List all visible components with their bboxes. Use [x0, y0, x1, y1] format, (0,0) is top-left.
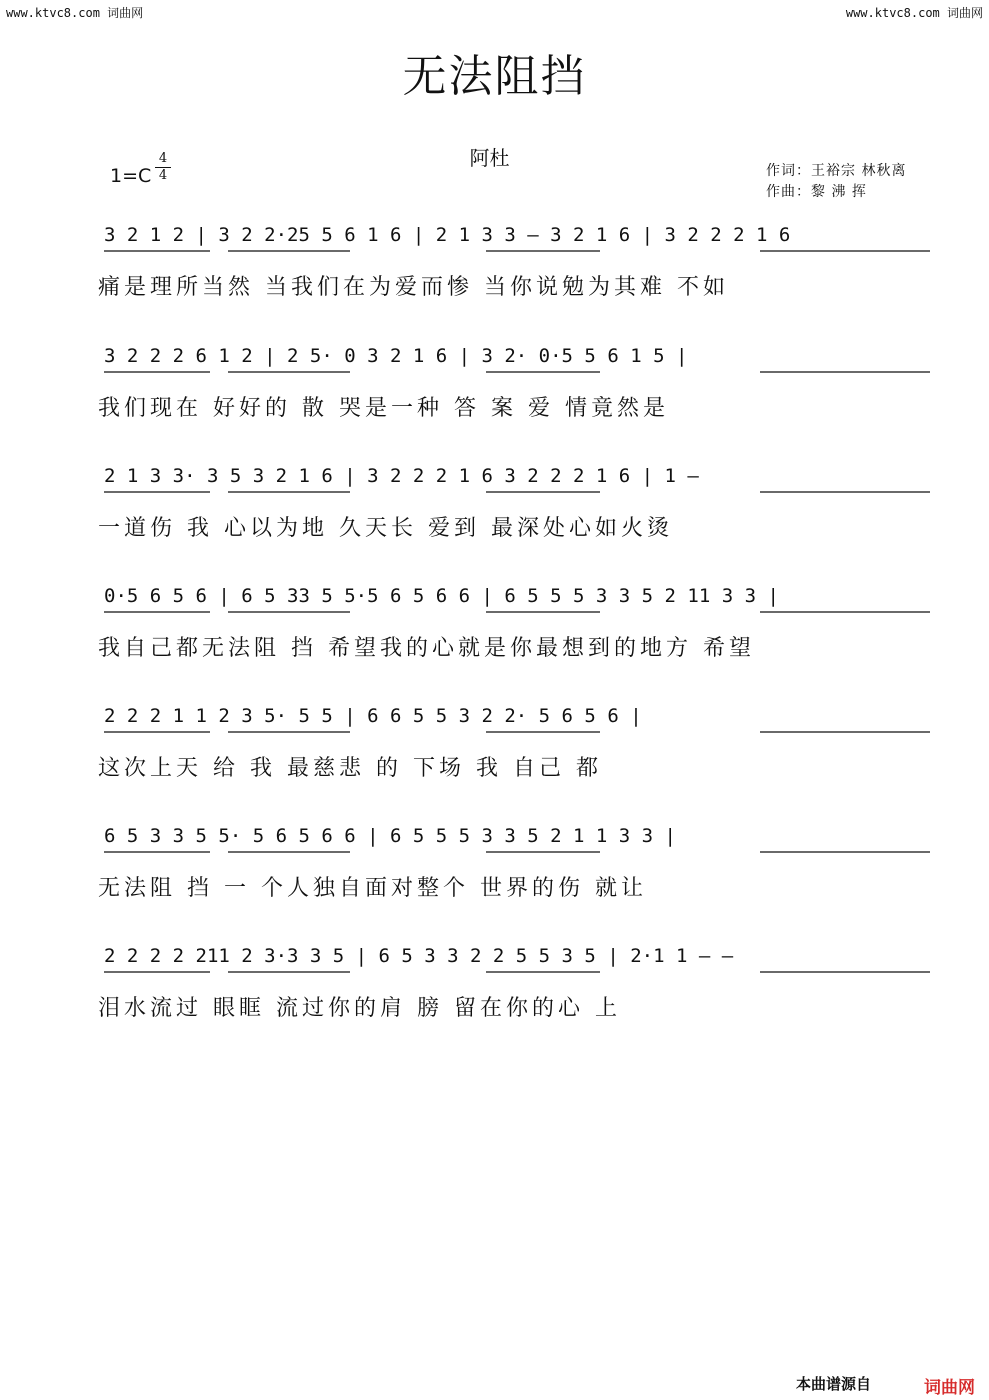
lyricist-credit: 作词：王裕宗 林秋离: [766, 163, 907, 179]
time-signature-top: 4: [155, 151, 171, 168]
artist-name: 阿杜: [469, 146, 510, 170]
source-logo: 词曲网: [924, 1378, 975, 1398]
source-label: 本曲谱源自: [795, 1375, 871, 1393]
lyric-line: 我自己都无法阻 挡 希望我的心就是你最想到的地方 希望: [98, 636, 755, 661]
lyric-line: 我们现在 好好的 散 哭是一种 答 案 爱 情竟然是: [98, 396, 669, 421]
key-signature: 1=C: [110, 165, 152, 187]
lyric-line: 无法阻 挡 一 个人独自面对整个 世界的伤 就让: [98, 876, 647, 901]
composer-credit: 作曲：黎 沸 挥: [766, 184, 867, 200]
notation-line: 2 2 2 1 1 2 3 5· 5 5 | 6 6 5 5 3 2 2· 5 6 5 6 |: [104, 705, 642, 727]
song-title: 无法阻挡: [402, 51, 587, 102]
time-signature-bottom: 4: [158, 168, 168, 183]
notation-line: 6 5 3 3 5 5· 5 6 5 6 6 | 6 5 5 5 3 3 5 2 1 1 3 3 |: [104, 825, 676, 847]
site-watermark-right: www.ktvc8.com 词曲网: [845, 6, 983, 20]
notation-line: 2 2 2 2 211 2 3·3 3 5 | 6 5 3 3 2 2 5 5 3 5 | 2·1 1 – –: [104, 945, 734, 967]
notation-line: 3 2 1 2 | 3 2 2·25 5 6 1 6 | 2 1 3 3 – 3 2 1 6 | 3 2 2 2 1 6: [104, 224, 791, 246]
notation-line: 0·5 6 5 6 | 6 5 33 5 5·5 6 5 6 6 | 6 5 5 5 3 3 5 2 11 3 3 |: [104, 585, 779, 607]
lyric-line: 一道伤 我 心以为地 久天长 爱到 最深处心如火烫: [98, 516, 673, 541]
lyric-line: 痛是理所当然 当我们在为爱而惨 当你说勉为其难 不如: [98, 275, 729, 300]
lyric-line: 这次上天 给 我 最慈悲 的 下场 我 自己 都: [98, 756, 602, 781]
lyric-line: 泪水流过 眼眶 流过你的肩 膀 留在你的心 上: [98, 996, 621, 1021]
notation-line: 2 1 3 3· 3 5 3 2 1 6 | 3 2 2 2 1 6 3 2 2 2 1 6 | 1 –: [104, 465, 699, 487]
site-watermark-left: www.ktvc8.com 词曲网: [6, 6, 144, 20]
notation-line: 3 2 2 2 6 1 2 | 2 5· 0 3 2 1 6 | 3 2· 0·5 5 6 1 5 |: [104, 345, 688, 367]
